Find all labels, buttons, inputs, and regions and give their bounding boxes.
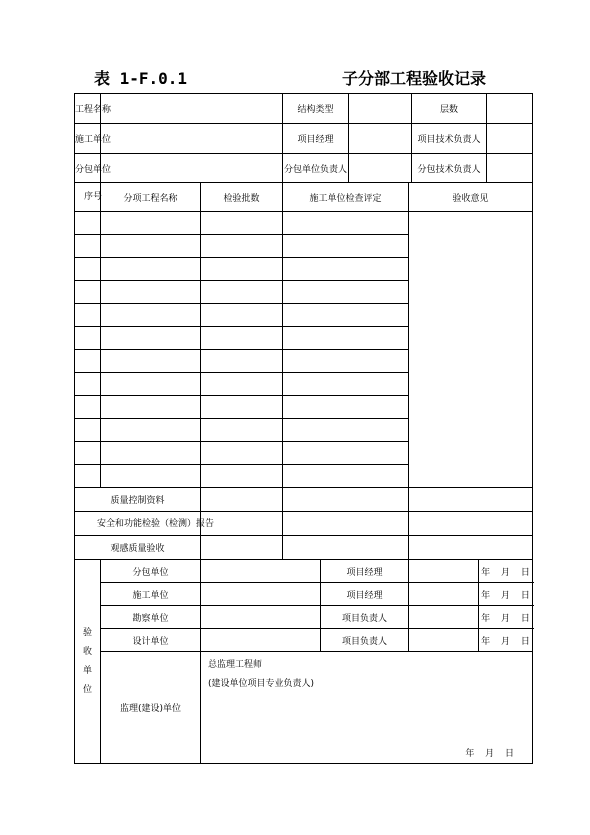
item-name-cell[interactable] bbox=[101, 350, 201, 373]
check-appearance: 观感质量验收 bbox=[75, 536, 201, 560]
check-safety-report-opinion[interactable] bbox=[409, 512, 533, 536]
acceptance-unit-value[interactable] bbox=[201, 560, 321, 583]
item-batch-cell[interactable] bbox=[201, 419, 283, 442]
item-name-cell[interactable] bbox=[101, 396, 201, 419]
subcontractor-value[interactable] bbox=[101, 154, 283, 183]
project-name-label: 工程名称 bbox=[75, 94, 101, 124]
item-batch-cell[interactable] bbox=[201, 304, 283, 327]
item-eval-cell[interactable] bbox=[283, 419, 409, 442]
item-index-cell[interactable] bbox=[75, 258, 101, 281]
item-name-cell[interactable] bbox=[101, 304, 201, 327]
floors-label: 层数 bbox=[412, 94, 487, 124]
check-quality-docs-count[interactable] bbox=[201, 488, 283, 512]
item-batch-cell[interactable] bbox=[201, 212, 283, 235]
form-title: 子分部工程验收记录 bbox=[342, 69, 487, 88]
supervisor-row bbox=[75, 652, 533, 764]
sub-lead-value[interactable] bbox=[349, 154, 412, 183]
item-batch-cell[interactable] bbox=[201, 373, 283, 396]
project-name-value[interactable] bbox=[101, 94, 283, 124]
tech-lead-label: 项目技术负责人 bbox=[412, 124, 487, 154]
item-index-cell[interactable] bbox=[75, 212, 101, 235]
supervisor-date: 年 月 日 bbox=[465, 749, 515, 759]
acceptance-form-table bbox=[74, 93, 533, 764]
check-appearance-eval[interactable] bbox=[283, 536, 409, 560]
item-name-cell[interactable] bbox=[101, 212, 201, 235]
item-name-cell[interactable] bbox=[101, 442, 201, 465]
item-index-cell[interactable] bbox=[75, 281, 101, 304]
acceptance-unit: 设计单位 bbox=[101, 629, 201, 652]
item-eval-cell[interactable] bbox=[283, 281, 409, 304]
item-eval-cell[interactable] bbox=[283, 258, 409, 281]
structure-type-value[interactable] bbox=[349, 94, 412, 124]
check-row bbox=[75, 512, 533, 536]
structure-type-label: 结构类型 bbox=[283, 94, 349, 124]
item-index-cell[interactable] bbox=[75, 350, 101, 373]
item-eval-cell[interactable] bbox=[283, 465, 409, 488]
acceptance-row bbox=[75, 629, 533, 652]
acceptance-unit: 勘察单位 bbox=[101, 606, 201, 629]
item-name-cell[interactable] bbox=[101, 373, 201, 396]
item-row bbox=[75, 212, 533, 235]
item-name-cell[interactable] bbox=[101, 235, 201, 258]
acceptance-signature[interactable] bbox=[409, 629, 479, 652]
sub-tech-lead-value[interactable] bbox=[487, 154, 533, 183]
check-appearance-count[interactable] bbox=[201, 536, 283, 560]
sub-lead-label: 分包单位负责人 bbox=[283, 154, 349, 183]
item-eval-cell[interactable] bbox=[283, 396, 409, 419]
check-quality-docs-eval[interactable] bbox=[283, 488, 409, 512]
header-row bbox=[75, 124, 533, 154]
acceptance-date: 年 月 日 bbox=[479, 629, 533, 652]
item-eval-cell[interactable] bbox=[283, 350, 409, 373]
item-index-cell[interactable] bbox=[75, 373, 101, 396]
check-safety-report-eval[interactable] bbox=[283, 512, 409, 536]
item-eval-cell[interactable] bbox=[283, 235, 409, 258]
item-name-cell[interactable] bbox=[101, 327, 201, 350]
column-header-row bbox=[75, 183, 533, 212]
project-manager-label: 项目经理 bbox=[283, 124, 349, 154]
acceptance-unit: 施工单位 bbox=[101, 583, 201, 606]
item-batch-cell[interactable] bbox=[201, 442, 283, 465]
item-index-cell[interactable] bbox=[75, 396, 101, 419]
item-eval-cell[interactable] bbox=[283, 212, 409, 235]
col-contractor-eval: 施工单位检查评定 bbox=[283, 183, 409, 212]
acceptance-row bbox=[75, 583, 533, 606]
floors-value[interactable] bbox=[487, 94, 533, 124]
item-name-cell[interactable] bbox=[101, 258, 201, 281]
acceptance-date: 年 月 日 bbox=[479, 560, 533, 583]
acceptance-signature[interactable] bbox=[409, 606, 479, 629]
item-index-cell[interactable] bbox=[75, 304, 101, 327]
check-appearance-opinion[interactable] bbox=[409, 536, 533, 560]
item-eval-cell[interactable] bbox=[283, 304, 409, 327]
acceptance-signature[interactable] bbox=[409, 560, 479, 583]
acceptance-unit: 分包单位 bbox=[101, 560, 201, 583]
supervisor-unit: 监理(建设)单位 bbox=[101, 652, 201, 764]
contractor-value[interactable] bbox=[101, 124, 283, 154]
item-name-cell[interactable] bbox=[101, 419, 201, 442]
item-batch-cell[interactable] bbox=[201, 465, 283, 488]
item-batch-cell[interactable] bbox=[201, 281, 283, 304]
col-opinion: 验收意见 bbox=[409, 183, 533, 212]
acceptance-role: 项目经理 bbox=[321, 560, 409, 583]
tech-lead-value[interactable] bbox=[487, 124, 533, 154]
item-name-cell[interactable] bbox=[101, 281, 201, 304]
check-row bbox=[75, 536, 533, 560]
item-batch-cell[interactable] bbox=[201, 327, 283, 350]
item-rows bbox=[75, 212, 533, 488]
item-index-cell[interactable] bbox=[75, 419, 101, 442]
item-batch-cell[interactable] bbox=[201, 396, 283, 419]
item-name-cell[interactable] bbox=[101, 465, 201, 488]
acceptance-side-label-text: 验 收 单 位 bbox=[82, 627, 92, 695]
acceptance-role: 项目负责人 bbox=[321, 629, 409, 652]
item-eval-cell[interactable] bbox=[283, 327, 409, 350]
header-row bbox=[75, 154, 533, 183]
acceptance-role: 项目负责人 bbox=[321, 606, 409, 629]
project-manager-value[interactable] bbox=[349, 124, 412, 154]
supervisor-line1: 总监理工程师 bbox=[208, 660, 263, 670]
item-eval-cell[interactable] bbox=[283, 442, 409, 465]
col-batch-count: 检验批数 bbox=[201, 183, 283, 212]
sub-tech-lead-label: 分包技术负责人 bbox=[412, 154, 487, 183]
acceptance-side-label bbox=[75, 560, 101, 764]
col-item-name: 分项工程名称 bbox=[101, 183, 201, 212]
acceptance-unit-value[interactable] bbox=[201, 629, 321, 652]
check-quality-docs: 质量控制资料 bbox=[75, 488, 201, 512]
header-row bbox=[75, 94, 533, 124]
supervisor-line2: (建设单位项目专业负责人) bbox=[208, 679, 315, 689]
item-index-cell[interactable] bbox=[75, 442, 101, 465]
item-eval-cell[interactable] bbox=[283, 373, 409, 396]
acceptance-row bbox=[75, 606, 533, 629]
col-index: 序号 bbox=[75, 183, 101, 212]
supervisor-signature-area[interactable] bbox=[201, 652, 533, 764]
contractor-label: 施工单位 bbox=[75, 124, 101, 154]
item-index-cell[interactable] bbox=[75, 465, 101, 488]
acceptance-date: 年 月 日 bbox=[479, 583, 533, 606]
item-batch-cell[interactable] bbox=[201, 258, 283, 281]
acceptance-date: 年 月 日 bbox=[479, 606, 533, 629]
acceptance-signature[interactable] bbox=[409, 583, 479, 606]
item-index-cell[interactable] bbox=[75, 235, 101, 258]
acceptance-unit-value[interactable] bbox=[201, 583, 321, 606]
check-quality-docs-opinion[interactable] bbox=[409, 488, 533, 512]
form-code: 表 1-F.0.1 bbox=[94, 69, 188, 88]
check-row bbox=[75, 488, 533, 512]
subcontractor-label: 分包单位 bbox=[75, 154, 101, 183]
item-index-cell[interactable] bbox=[75, 327, 101, 350]
item-opinion-cell[interactable] bbox=[409, 212, 533, 488]
acceptance-role: 项目经理 bbox=[321, 583, 409, 606]
acceptance-row bbox=[75, 560, 533, 583]
acceptance-unit-value[interactable] bbox=[201, 606, 321, 629]
item-batch-cell[interactable] bbox=[201, 235, 283, 258]
item-batch-cell[interactable] bbox=[201, 350, 283, 373]
check-safety-report: 安全和功能检验（检测）报告 bbox=[75, 512, 201, 536]
